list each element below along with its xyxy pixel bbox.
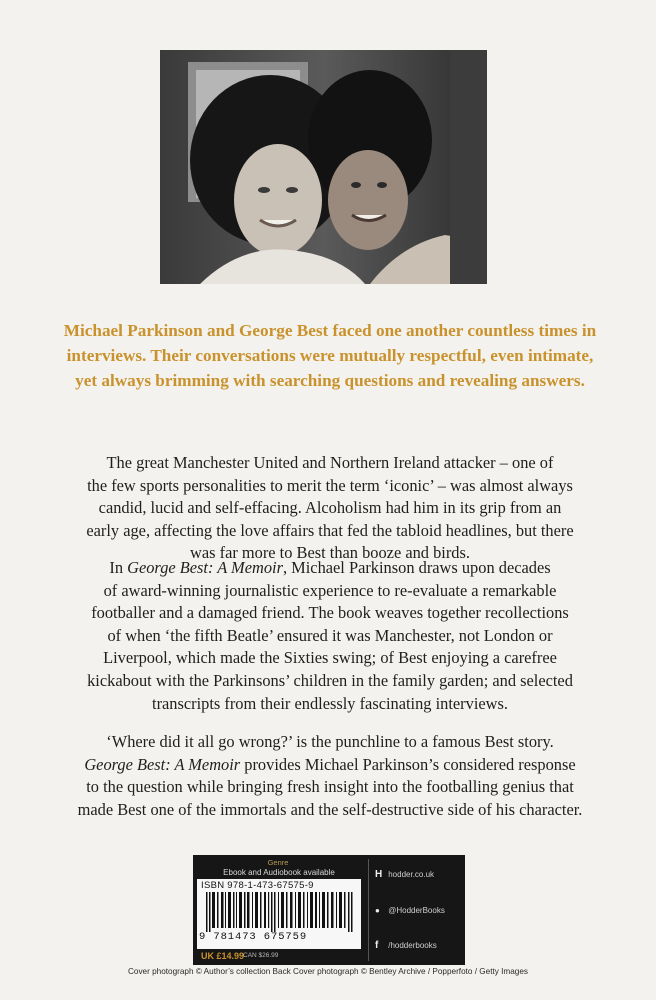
panel-divider [368,859,369,961]
description-paragraph-1 [60,452,600,565]
paragraph-line: of award-winning journalistic experience to re-evaluate a remarkable [103,580,557,600]
paragraph-line: ‘Where did it all go wrong?’ is the punchline to a famous Best story. [106,732,554,751]
description-paragraph-2 [60,557,600,715]
barcode-icon [200,892,358,932]
paragraph-line: of when ‘the fifth Beatle’ ensured it was Manchester, not London or [107,625,553,645]
genre-label: Genre [267,858,289,867]
twitter-row[interactable] [375,906,445,920]
twitter-bird-icon: ● [375,906,380,915]
isbn-digits: 9 781473 675759 [199,931,308,943]
paragraph-line: candid, lucid and self-effacing. Alcoholism had him in its grip from an [98,498,562,518]
price-can: CAN $26.99 [243,952,279,959]
line-suffix: provides Michael Parkinson’s considered response [240,754,576,774]
blurb-line: yet always brimming with searching questions and revealing answers. [75,371,585,390]
facebook-handle[interactable]: /hodderbooks [388,941,437,950]
paragraph-line: kickabout with the Parkinsons’ children in the family garden; and selected [87,670,573,690]
availability-label: Ebook and Audiobook available [223,868,335,877]
hodder-h-icon: H [375,869,383,880]
website-row[interactable] [375,869,434,883]
barcode-box [197,879,361,949]
twitter-handle[interactable]: @HodderBooks [388,906,445,915]
paragraph-line: early age, affecting the love affairs that fed the tabloid headlines, but there [86,520,574,540]
paragraph-line: to the question while bringing fresh insight into the footballing genius that [86,777,574,797]
book-title: George Best: A Memoir [127,558,283,577]
description-paragraph-3 [60,731,600,821]
paragraph-line [60,754,600,777]
blurb-line: interviews. Their conversations were mutually respectful, even intimate, [66,346,594,365]
website-link[interactable]: hodder.co.uk [388,870,435,879]
cover-photo [160,50,487,284]
paragraph-line: made Best one of the immortals and the self-destructive side of his character. [77,799,583,819]
book-title: George Best: A Memoir [84,754,241,774]
paragraph-line: the few sports personalities to merit the term ‘iconic’ – was almost always [87,475,573,495]
blurb-line: Michael Parkinson and George Best faced one another countless times in [63,321,597,340]
line-prefix: In [109,558,128,577]
isbn-label: ISBN 978-1-473-67575-9 [201,880,314,891]
photo-illustration [160,50,487,284]
paragraph-line: transcripts from their endlessly fascinating interviews. [152,693,508,713]
paragraph-line: The great Manchester United and Northern Ireland attacker – one of [106,453,554,472]
paragraph-line: Liverpool, which made the Sixties swing; of Best enjoying a carefree [103,648,557,668]
line-suffix: , Michael Parkinson draws upon decades [282,558,551,577]
photo-credits: Cover photograph © Author’s collection Back Cover photograph © Bentley Archive / Popperfoto / Getty Images [128,967,528,976]
paragraph-line [60,557,600,580]
paragraph-line: was far more to Best than booze and birds. [190,543,470,563]
paragraph-line: footballer and a damaged friend. The book weaves together recollections [91,603,569,623]
facebook-row[interactable] [375,940,437,954]
facebook-f-icon: f [375,940,379,951]
blurb-highlight [50,318,610,393]
price-uk: UK £14.99 [201,951,245,961]
barcode-panel [193,855,465,965]
